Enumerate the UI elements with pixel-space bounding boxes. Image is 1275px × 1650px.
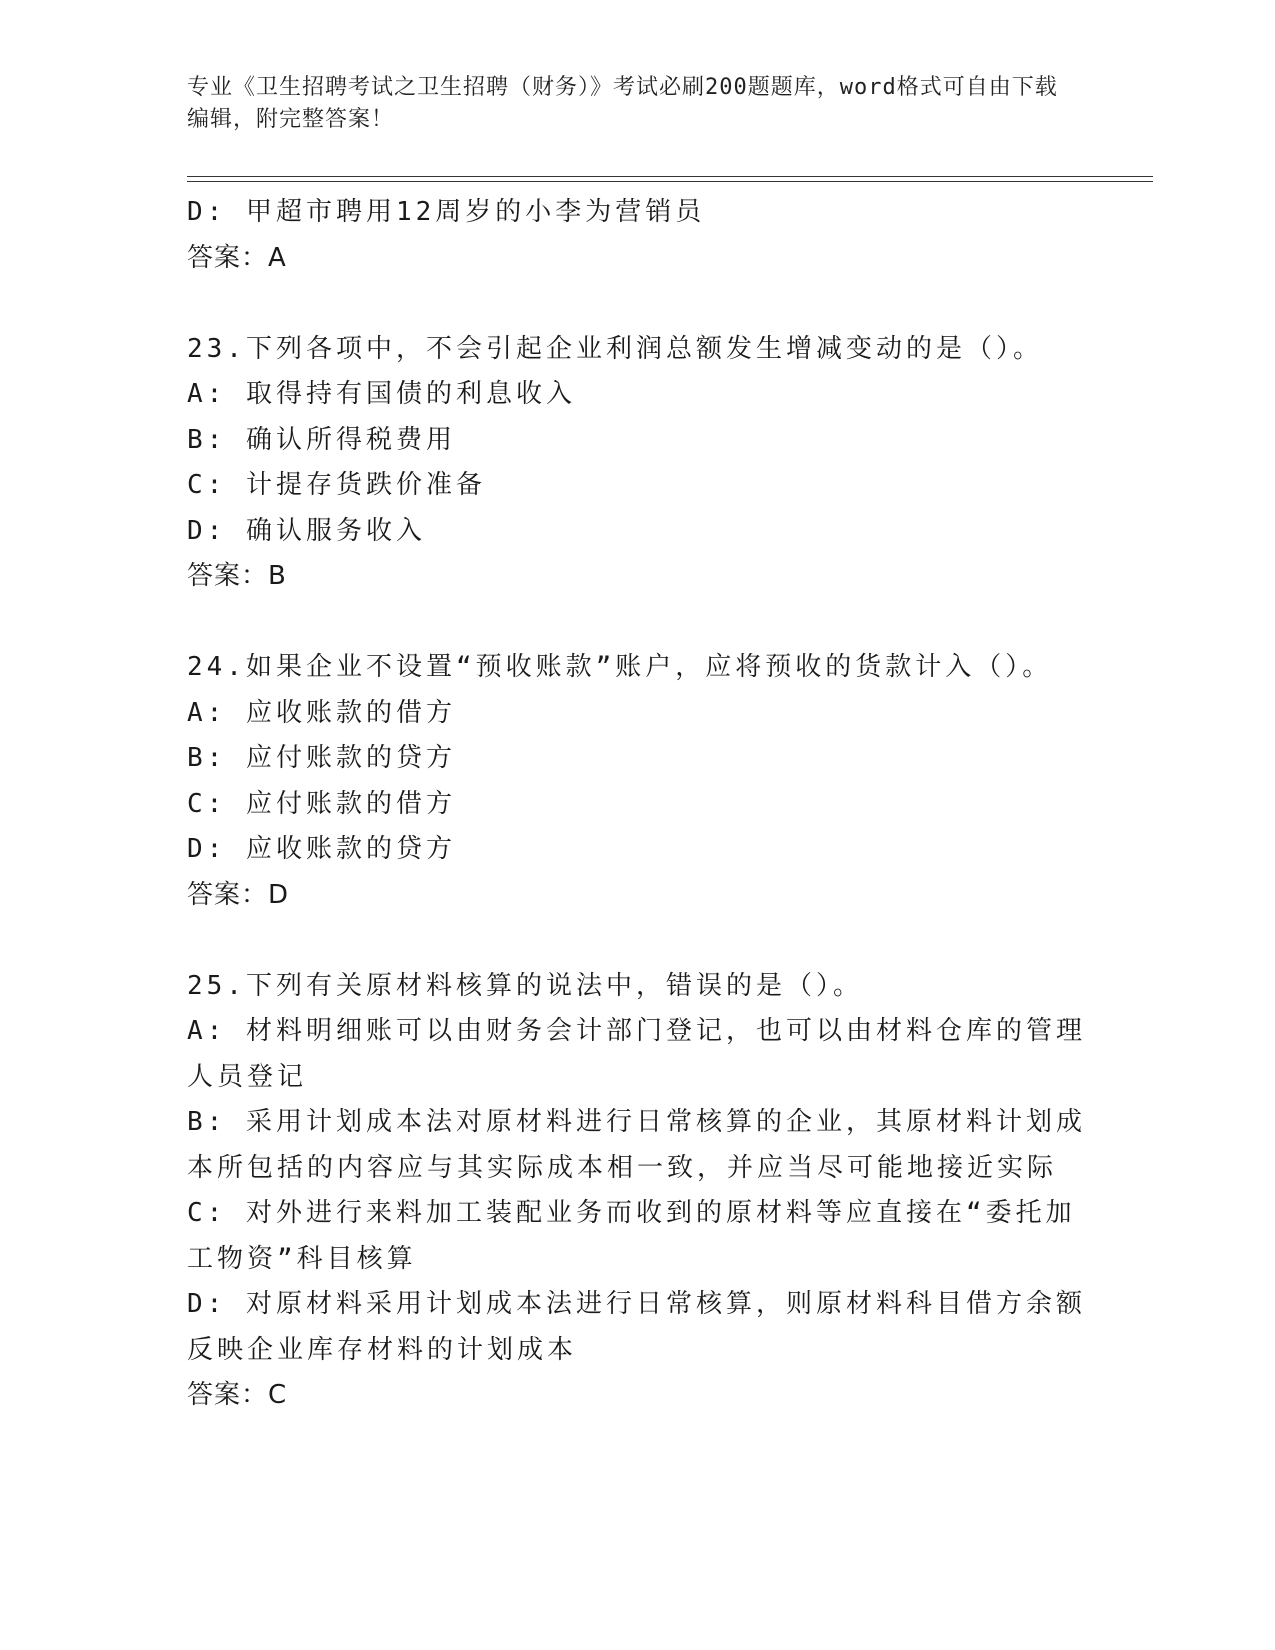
q23-option-a: A: 取得持有国债的利息收入	[187, 379, 576, 409]
header-divider	[187, 176, 1153, 182]
q24-answer: 答案：D	[187, 879, 290, 910]
q23-option-b: B: 确认所得税费用	[187, 424, 456, 455]
q24-option-b: B: 应付账款的贷方	[187, 743, 456, 773]
q25-answer: 答案：C	[187, 1380, 288, 1410]
q24-option-c: C: 应付账款的借方	[187, 788, 456, 819]
prev-answer: 答案：A	[187, 242, 287, 273]
document-page	[187, 0, 1087, 1650]
q24-option-d: D: 应收账款的贷方	[187, 834, 456, 864]
q25-option-c: C: 对外进行来料加工装配业务而收到的原材料等应直接在“委托加工物资”科目核算	[187, 1198, 1076, 1274]
spacer	[187, 600, 1087, 646]
prev-option-d: D: 甲超市聘用12周岁的小李为营销员	[187, 197, 706, 227]
q23-option-c: C: 计提存货跌价准备	[187, 470, 486, 500]
q23-stem: 23.下列各项中，不会引起企业利润总额发生增减变动的是（）。	[187, 333, 1043, 364]
q23-answer: 答案：B	[187, 561, 287, 591]
q25-option-d: D: 对原材料采用计划成本法进行日常核算，则原材料科目借方余额反映企业库存材料的计划成本	[187, 1289, 1086, 1365]
question-list	[187, 190, 1087, 1419]
q24-stem: 24.如果企业不设置“预收账款”账户，应将预收的货款计入（）。	[187, 652, 1053, 682]
q23-option-d: D: 确认服务收入	[187, 515, 426, 546]
spacer	[187, 281, 1087, 327]
q25-option-a: A: 材料明细账可以由财务会计部门登记，也可以由材料仓库的管理人员登记	[187, 1016, 1086, 1092]
q25-stem: 25.下列有关原材料核算的说法中，错误的是（）。	[187, 970, 863, 1001]
q24-option-a: A: 应收账款的借方	[187, 697, 456, 728]
q25-option-b: B: 采用计划成本法对原材料进行日常核算的企业，其原材料计划成本所包括的内容应与其实际成本相一致，并应当尽可能地接近实际	[187, 1107, 1086, 1183]
document-header: 专业《卫生招聘考试之卫生招聘（财务）》考试必刷200题题库，word格式可自由下载编辑，附完整答案！	[187, 75, 1058, 132]
spacer	[187, 918, 1087, 964]
